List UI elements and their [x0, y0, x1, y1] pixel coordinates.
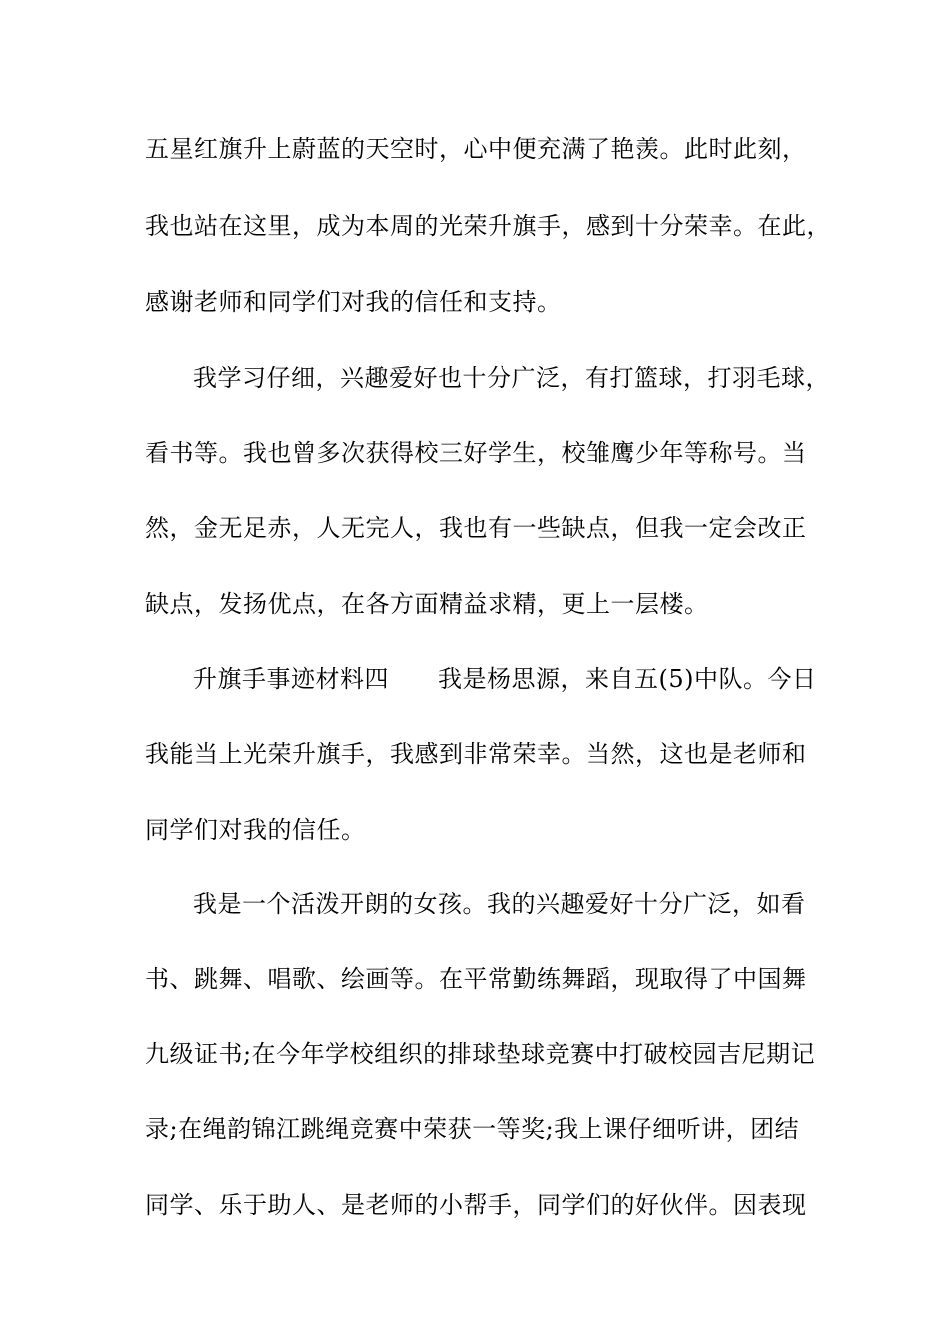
- text-line: 同学、乐于助人、是老师的小帮手，同学们的好伙伴。因表现: [145, 1191, 807, 1219]
- text-line: 我能当上光荣升旗手，我感到非常荣幸。当然，这也是老师和: [145, 740, 807, 768]
- paragraph-first-line: 升旗手事迹材料四 我是杨思源，来自五(5)中队。今日: [193, 665, 817, 693]
- text-line: 然，金无足赤，人无完人，我也有一些缺点，但我一定会改正: [145, 514, 807, 542]
- paragraph-first-line: 我学习仔细，兴趣爱好也十分广泛，有打篮球，打羽毛球，: [193, 364, 830, 392]
- text-line: 同学们对我的信任。: [145, 816, 366, 844]
- text-line: 我也站在这里，成为本周的光荣升旗手，感到十分荣幸。在此，: [145, 212, 831, 240]
- text-line: 书、跳舞、唱歌、绘画等。在平常勤练舞蹈，现取得了中国舞: [145, 965, 807, 993]
- text-line: 看书等。我也曾多次获得校三好学生，校雏鹰少年等称号。当: [145, 439, 807, 467]
- text-line: 九级证书;在今年学校组织的排球垫球竞赛中打破校园吉尼期记: [145, 1040, 816, 1068]
- paragraph-first-line: 我是一个活泼开朗的女孩。我的兴趣爱好十分广泛，如看: [193, 890, 806, 918]
- text-line: 录;在绳韵锦江跳绳竞赛中荣获一等奖;我上课仔细听讲，团结: [145, 1115, 800, 1143]
- text-line: 缺点，发扬优点，在各方面精益求精，更上一层楼。: [145, 590, 709, 618]
- text-line: 五星红旗升上蔚蓝的天空时，心中便充满了艳羡。此时此刻，: [145, 135, 807, 163]
- text-line: 感谢老师和同学们对我的信任和支持。: [145, 288, 562, 316]
